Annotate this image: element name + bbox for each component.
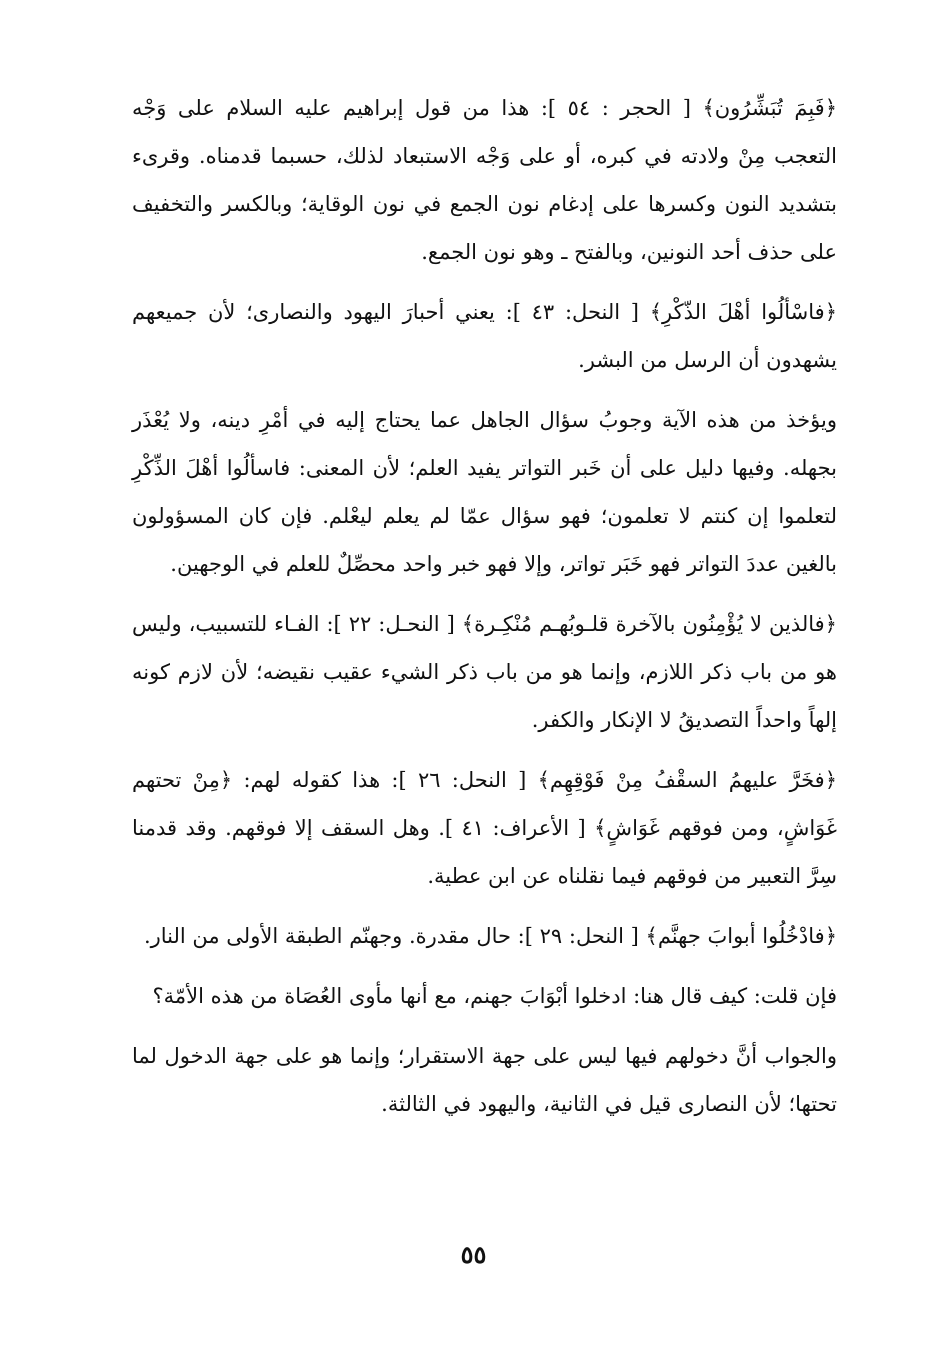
page-body [132, 84, 837, 1140]
paragraph: والجواب أنَّ دخولهم فيها ليس على جهة الاستقرار؛ وإنما هو على جهة الدخول لما تحتها؛ لأن النصارى قيل في الثانية، واليهود في الثالثة. [132, 1044, 837, 1116]
page-number: ٥٥ [460, 1240, 487, 1269]
paragraph: ﴿فاسْألُوا أهْلَ الذّكْرِ﴾ [ النحل: ٤٣ ]: يعني أحبارَ اليهود والنصارى؛ لأن جميعهم يشهدون أن الرسل من البشر. [132, 300, 838, 372]
paragraph: فإن قلت: كيف قال هنا: ادخلوا أبْوَابَ جهنم، مع أنها مأوى العُصَاة من هذه الأمّة؟ [152, 984, 837, 1008]
paragraph: ﴿فَبِمَ تُبَشِّرُون﴾ [ الحجر : ٥٤ ]: هذا من قول إبراهيم عليه السلام على وَجْه التعجب مِنْ ولادته في كبره، أو على وَجْه الاستبعاد لذلك، حسبما قدمناه. وقرىء بتشديد النون وكسرها على إدغام نون الجمع في نون الوقاية؛ وبالكسر والتخفيف على حذف أحد النونين، وبالفتح ـ وهو نون الجمع. [132, 96, 837, 264]
paragraph: ﴿فخَرَّ عليهمُ السقْفُ مِنْ فَوْقِهِم﴾ [ النحل: ٢٦ ]: هذا كقوله لهم: ﴿مِنْ تحتهم غَوَاشٍ، ومن فوقهم غَوَاشٍ﴾ [ الأعراف: ٤١ ]. وهل السقف إلا فوقهم. وقد قدمنا سِرَّ التعبير من فوقهم فيما نقلناه عن ابن عطية. [132, 768, 838, 888]
paragraph: ويؤخذ من هذه الآية وجوبُ سؤال الجاهل عما يحتاج إليه في أمْرِ دينه، ولا يُعْذَر بجهله. وفيها دليل على أن خَبر التواتر يفيد العلم؛ لأن المعنى: فاسألُوا أهْلَ الذِّكْرِ لتعلموا إن كنتم لا تعلمون؛ فهو سؤال عمّا لم يعلم ليعْلم. فإن كان المسؤولون بالغين عددَ التواتر فهو خَبَر تواتر، وإلا فهو خبر واحد محصِّلٌ للعلم في الوجهين. [132, 408, 837, 576]
paragraph: ﴿فادْخُلُوا أبوابَ جهنَّم﴾ [ النحل: ٢٩ ]: حال مقدرة. وجهنّم الطبقة الأولى من النار. [143, 924, 837, 948]
paragraph: ﴿فالذين لا يُؤْمِنُون بالآخرة قلـوبُهـم مُنْكِـرة﴾ [ النحـل: ٢٢ ]: الفـاء للتسبيب، وليس هو من باب ذكر اللازم، وإنما هو من باب ذكر الشيء عقيب نقيضه؛ لأن لازم كونه إلهاً واحداً التصديقُ لا الإنكار والكفر. [132, 612, 837, 732]
